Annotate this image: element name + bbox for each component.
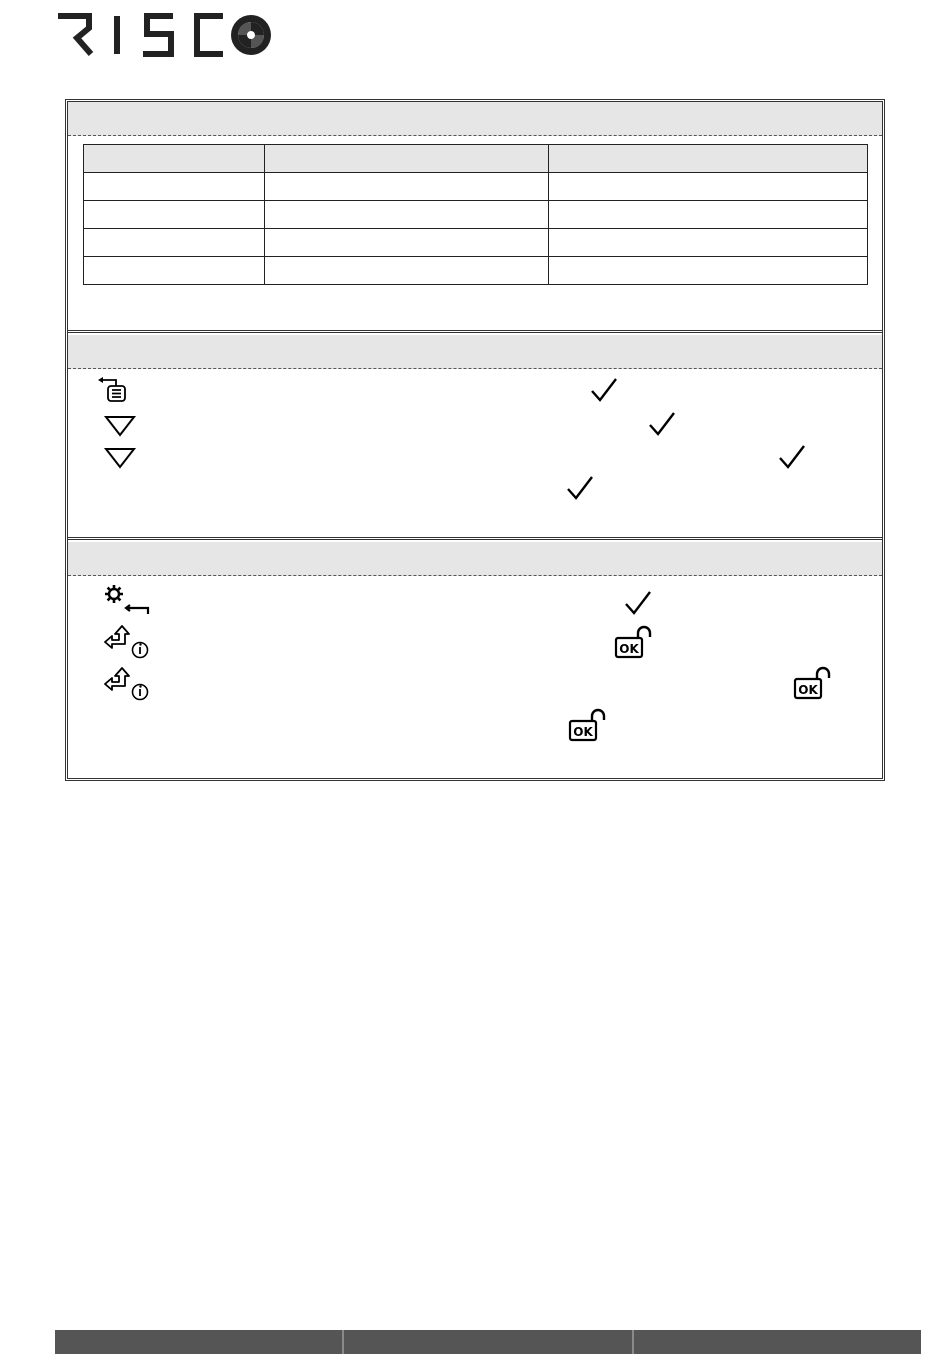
- footer-bar: [55, 1330, 921, 1354]
- table-cell: [84, 229, 265, 257]
- table-cell: [549, 201, 868, 229]
- table-cell: [549, 229, 868, 257]
- checkmark-icon: [778, 444, 806, 470]
- checkmark-icon: [648, 411, 676, 437]
- checkmark-icon: [590, 377, 618, 403]
- svg-text:OK: OK: [798, 683, 818, 697]
- table-cell: [264, 257, 549, 285]
- ok-unlock-icon: [793, 666, 833, 700]
- table-header-cell: [264, 145, 549, 173]
- enter-info-icon: [102, 622, 152, 660]
- table-cell: [549, 173, 868, 201]
- checkmark-icon: [624, 590, 652, 616]
- table-cell: [264, 201, 549, 229]
- table-row: [84, 229, 868, 257]
- ok-unlock-icon: [568, 708, 608, 742]
- ok-unlock-icon: [614, 625, 654, 659]
- data-table: [83, 144, 868, 285]
- section-header: [68, 335, 882, 369]
- section-settings: [68, 542, 882, 778]
- table-cell: [84, 173, 265, 201]
- table-cell: [264, 173, 549, 201]
- triangle-down-icon: [104, 415, 136, 437]
- section-header: [68, 542, 882, 576]
- footer-cell: [55, 1330, 342, 1354]
- enter-info-icon: [102, 664, 152, 702]
- table-cell: [84, 257, 265, 285]
- section-header: [68, 102, 882, 136]
- footer-cell: [632, 1330, 921, 1354]
- svg-text:OK: OK: [573, 725, 593, 739]
- footer-cell: [342, 1330, 631, 1354]
- table-header-row: [84, 145, 868, 173]
- table-header-cell: [549, 145, 868, 173]
- table-cell: [264, 229, 549, 257]
- instruction-box: [65, 99, 885, 781]
- settings-back-icon: [104, 585, 152, 615]
- section-navigation: [68, 335, 882, 540]
- risco-logo: [55, 8, 275, 60]
- table-row: [84, 201, 868, 229]
- table-cell: [84, 201, 265, 229]
- table-header-cell: [84, 145, 265, 173]
- table-row: [84, 257, 868, 285]
- checkmark-icon: [566, 475, 594, 501]
- table-row: [84, 173, 868, 201]
- section-table: [68, 102, 882, 333]
- menu-back-icon: [96, 376, 132, 402]
- svg-text:OK: OK: [619, 642, 639, 656]
- triangle-down-icon: [104, 447, 136, 469]
- table-cell: [549, 257, 868, 285]
